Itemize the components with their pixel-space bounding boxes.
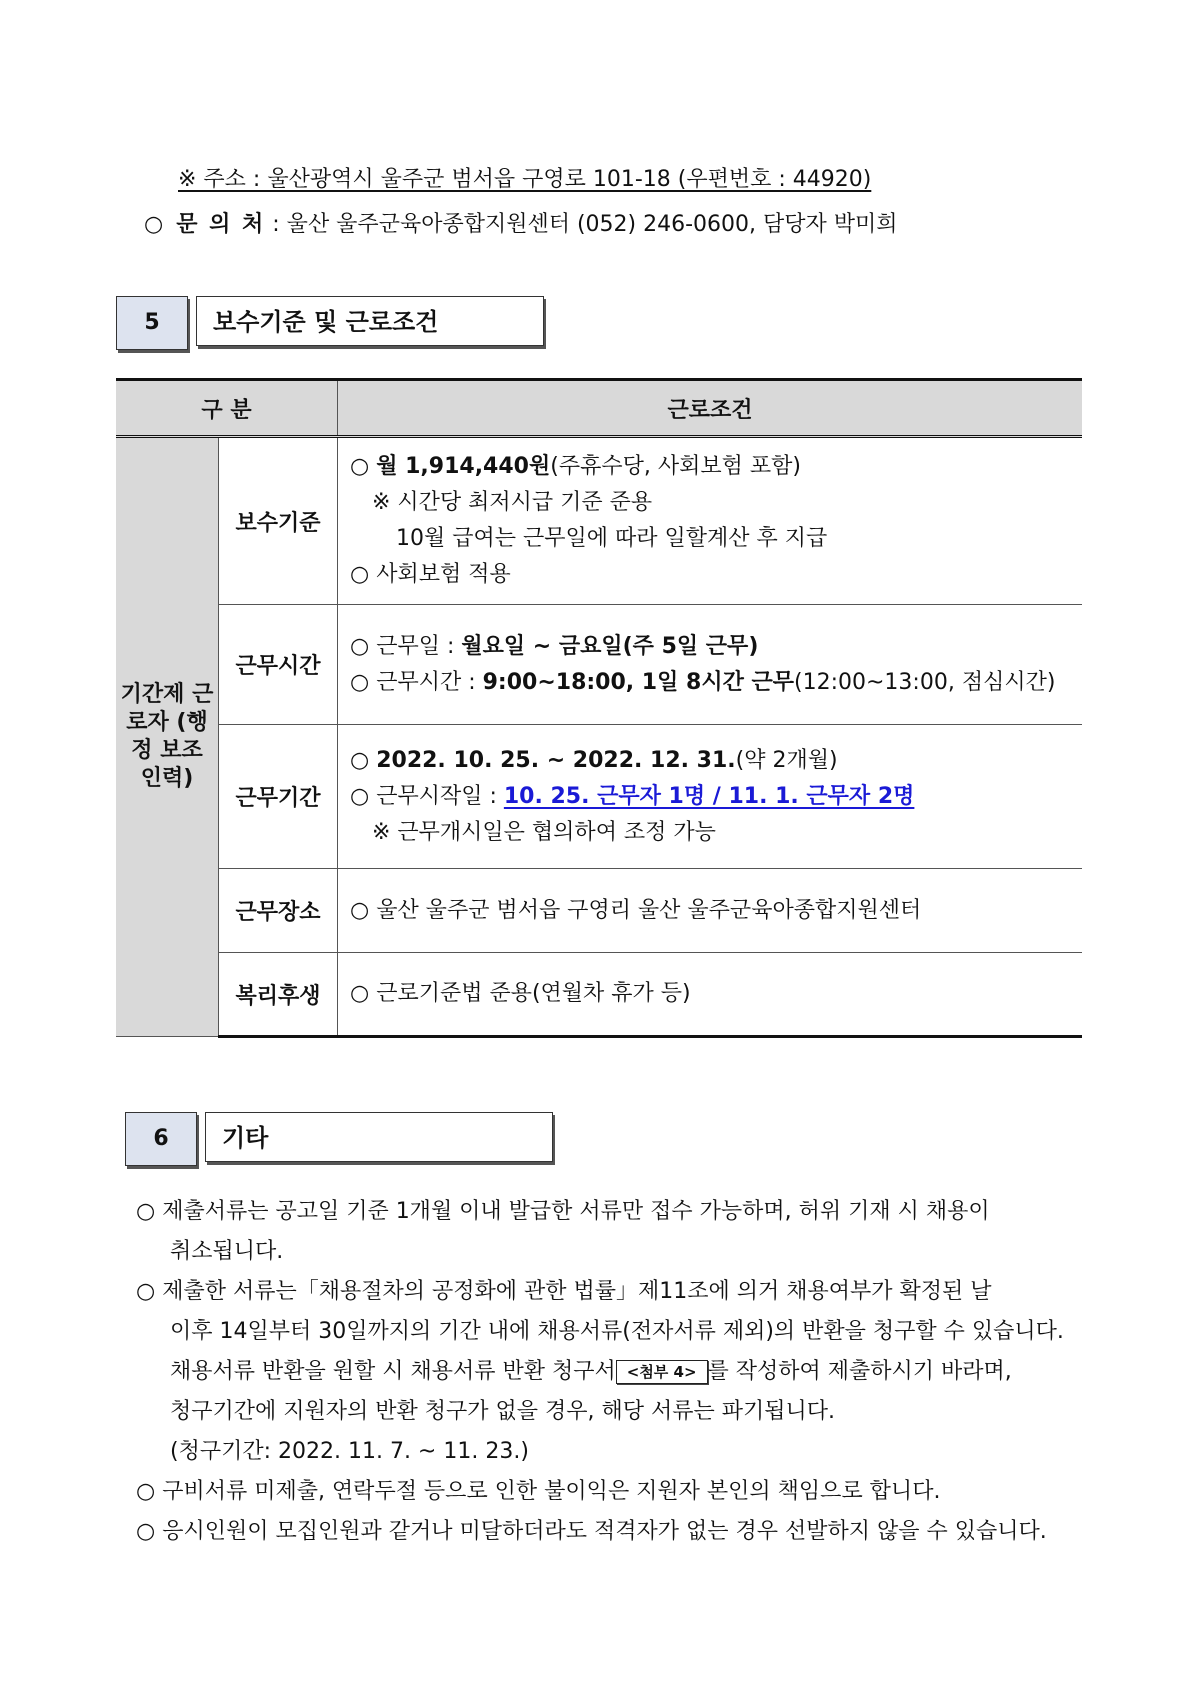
- row-content-pay: [338, 437, 1083, 605]
- row-label-period: 근무기간: [219, 725, 338, 869]
- row-label-pay: 보수기준: [219, 437, 338, 605]
- row-content-place: ○ 울산 울주군 범서읍 구영리 울산 울주군육아종합지원센터: [338, 869, 1083, 953]
- group-label: 기간제 근로자 (행정 보조 인력): [116, 437, 219, 1037]
- period-note: (약 2개월): [735, 747, 838, 773]
- address-line: ※ 주소 : 울산광역시 울주군 범서읍 구영로 101-18 (우편번호 : 44920): [178, 167, 872, 192]
- paragraph-3: ○ 구비서류 미제출, 연락두절 등으로 인한 불이익은 지원자 본인의 책임으로 합니다.: [136, 1479, 941, 1504]
- inquiry-text: : 울산 울주군육아종합지원센터 (052) 246-0600, 담당자 박미희: [272, 212, 898, 237]
- start-note: ※ 근무개시일은 협의하여 조정 가능: [372, 819, 716, 845]
- table-header-row: [116, 380, 1082, 437]
- table-row-place: [116, 869, 1082, 953]
- table-row-period: [116, 725, 1082, 869]
- hours-value: 9:00~18:00, 1일 8시간 근무: [482, 669, 795, 695]
- row-content-period: [338, 725, 1083, 869]
- inquiry-label: 문 의 처: [176, 212, 266, 237]
- circle-marker: ○: [350, 454, 370, 479]
- paragraph-4: ○ 응시인원이 모집인원과 같거나 미달하더라도 적격자가 없는 경우 선발하지 않을 수 있습니다.: [136, 1519, 1047, 1544]
- lunch-note: (12:00~13:00, 점심시간): [794, 669, 1056, 695]
- header-conditions: 근로조건: [338, 380, 1083, 437]
- pay-note-2: ※ 시간당 최저시급 기준 준용: [372, 490, 653, 515]
- table-row-hours: [116, 605, 1082, 725]
- paragraph-2-line-2: 이후 14일부터 30일까지의 기간 내에 채용서류(전자서류 제외)의 반환을 청구할 수 있습니다.: [170, 1319, 1064, 1344]
- row-label-welfare: 복리후생: [219, 953, 338, 1037]
- attachment-4-badge: <첨부 4>: [616, 1360, 708, 1384]
- monthly-pay: 월 1,914,440원: [376, 454, 551, 479]
- header-category: 구 분: [116, 380, 338, 437]
- paragraph-2-line-3: [136, 1352, 1082, 1392]
- insurance-line: ○ 사회보험 적용: [350, 562, 511, 587]
- section-6-number: 6: [125, 1112, 197, 1166]
- table-row-pay: [116, 437, 1082, 605]
- row-label-place: 근무장소: [219, 869, 338, 953]
- section-6-title: 기타: [205, 1112, 553, 1162]
- inquiry-line: [144, 210, 898, 240]
- section-6-body: [136, 1192, 1082, 1552]
- return-request-text-2: 를 작성하여 제출하시기 바라며,: [707, 1359, 1012, 1384]
- inquiry-marker: ○: [144, 212, 164, 237]
- period-value: 2022. 10. 25. ~ 2022. 12. 31.: [376, 747, 736, 773]
- hours-prefix: ○ 근무시간 :: [350, 669, 483, 695]
- paragraph-2-line-1: ○ 제출한 서류는「채용절차의 공정화에 관한 법률」제11조에 의거 채용여부가 확정된 날: [136, 1279, 992, 1304]
- row-label-hours: 근무시간: [219, 605, 338, 725]
- paragraph-2-line-5: (청구기간: 2022. 11. 7. ~ 11. 23.): [170, 1439, 529, 1464]
- workday-prefix: ○ 근무일 :: [350, 633, 462, 659]
- section-5-number: 5: [116, 296, 188, 350]
- start-prefix: ○ 근무시작일 :: [350, 783, 504, 809]
- paragraph-1-line-2: 취소됩니다.: [170, 1239, 284, 1264]
- pay-note: (주휴수당, 사회보험 포함): [550, 454, 801, 479]
- circle-marker: ○: [350, 747, 370, 773]
- row-content-welfare: ○ 근로기준법 준용(연월차 휴가 등): [338, 953, 1083, 1037]
- workday-value: 월요일 ~ 금요일(주 5일 근무): [461, 633, 759, 659]
- return-request-text: 채용서류 반환을 원할 시 채용서류 반환 청구서: [170, 1359, 616, 1384]
- start-dates-highlight: 10. 25. 근무자 1명 / 11. 1. 근무자 2명: [503, 783, 915, 809]
- row-content-hours: [338, 605, 1083, 725]
- section-5-title: 보수기준 및 근로조건: [196, 296, 544, 346]
- paragraph-2-line-4: 청구기간에 지원자의 반환 청구가 없을 경우, 해당 서류는 파기됩니다.: [170, 1399, 835, 1424]
- table-row-welfare: [116, 953, 1082, 1037]
- conditions-table: [116, 378, 1082, 1038]
- pay-note-3: 10월 급여는 근무일에 따라 일할계산 후 지급: [396, 526, 828, 551]
- paragraph-1-line-1: ○ 제출서류는 공고일 기준 1개월 이내 발급한 서류만 접수 가능하며, 허위 기재 시 채용이: [136, 1199, 990, 1224]
